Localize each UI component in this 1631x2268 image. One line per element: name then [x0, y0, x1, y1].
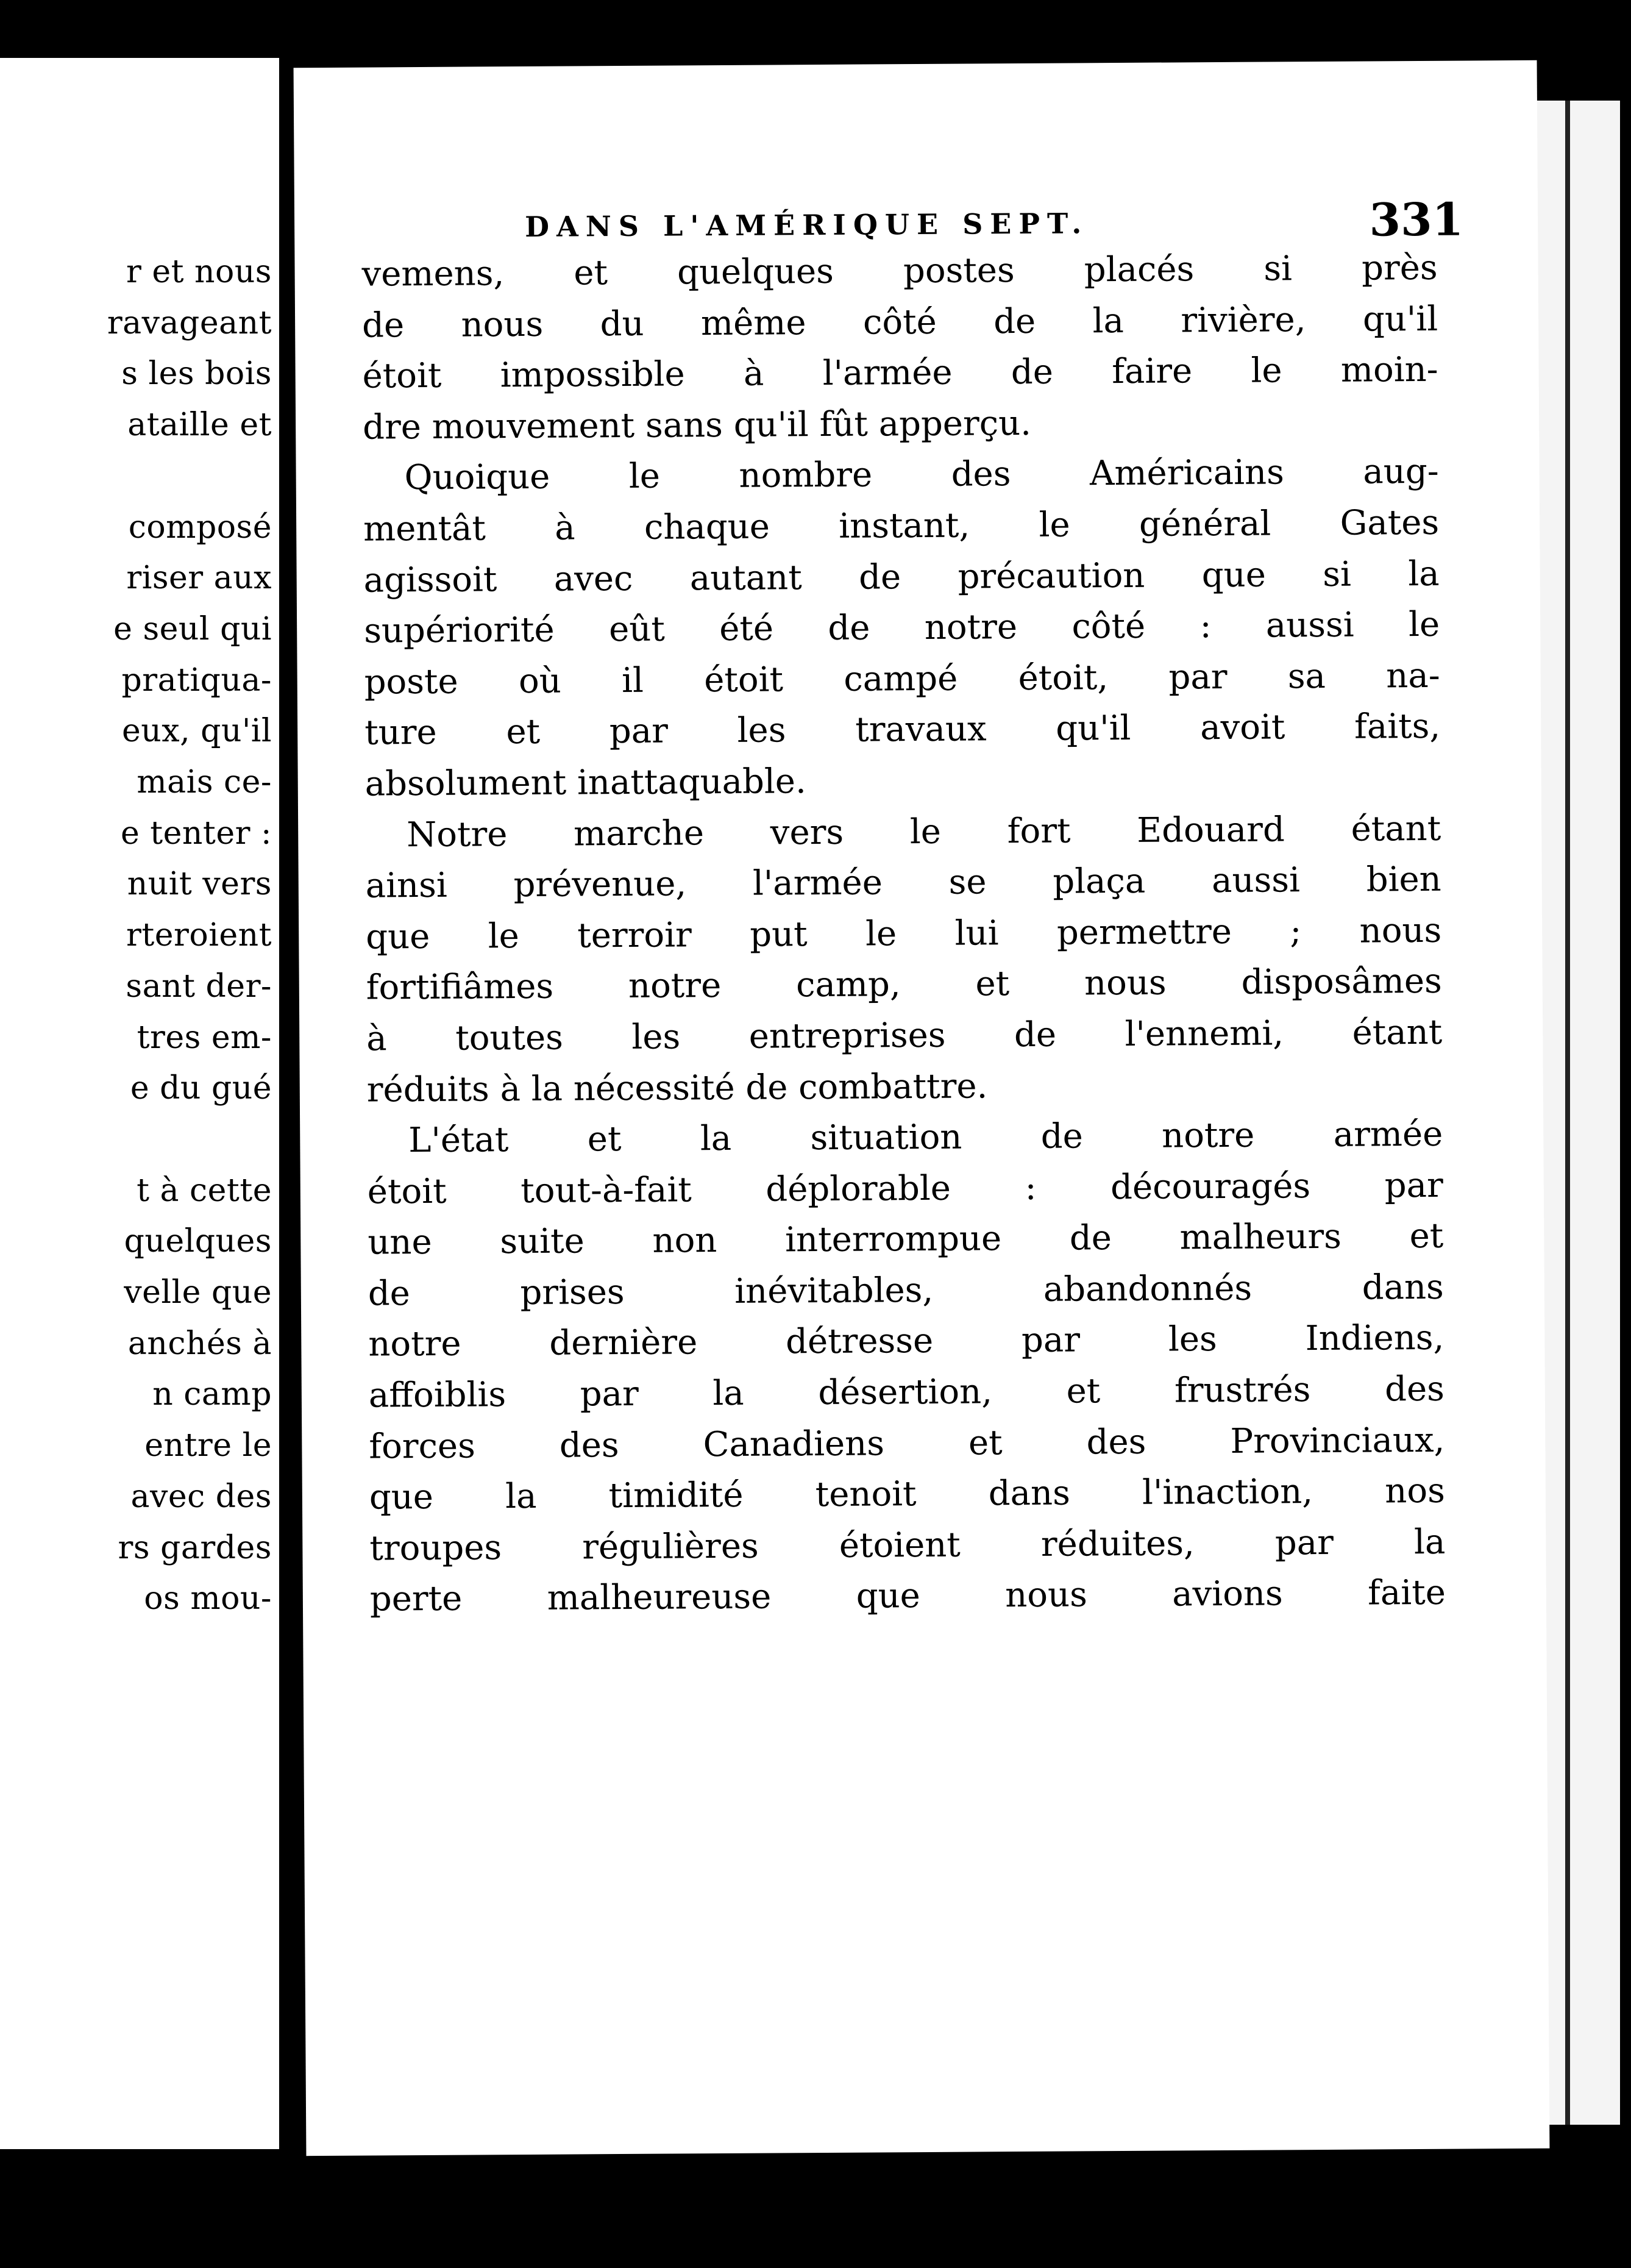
text-line: que le terroir put le lui permettre ; nous — [366, 910, 1442, 957]
text-line: absolument inattaquable. — [364, 761, 806, 804]
text-line: à toutes les entreprises de l'ennemi, étant — [366, 1012, 1443, 1059]
left-line: rs gardes — [118, 1529, 272, 1566]
text-line: dre mouvement sans qu'il fût apperçu. — [362, 403, 1032, 448]
text-line: troupes régulières étoient réduites, par la — [369, 1522, 1446, 1569]
left-line: e seul qui — [113, 610, 272, 647]
left-line: e du gué — [130, 1070, 272, 1107]
left-line: quelques — [124, 1223, 272, 1260]
left-line: r et nous — [126, 254, 272, 290]
text-line: perte malheureuse que nous avions faite — [369, 1573, 1446, 1619]
text-line: ainsi prévenue, l'armée se plaça aussi bien — [365, 859, 1441, 906]
left-page-text — [107, 247, 272, 1625]
text-line: ture et par les travaux qu'il avoit faits, — [364, 707, 1441, 753]
left-line: s les bois — [121, 355, 272, 393]
text-line: notre dernière détresse par les Indiens, — [368, 1318, 1444, 1365]
left-line: pratiqua- — [121, 661, 272, 699]
text-line: de prises inévitables, abandonnés dans — [368, 1267, 1444, 1314]
text-line: réduits à la nécessité de combattre. — [366, 1066, 988, 1110]
left-line: n camp — [152, 1376, 272, 1413]
text-line: L'état et la situation de notre armée — [408, 1114, 1443, 1161]
text-line: Quoique le nombre des Américains aug- — [404, 452, 1439, 498]
left-page — [0, 58, 279, 2149]
text-line: affoiblis par la désertion, et frustrés des — [368, 1369, 1445, 1416]
body-text — [361, 243, 1446, 1625]
left-line: e tenter : — [120, 815, 272, 852]
text-line: agissoit avec autant de précaution que si la — [363, 554, 1440, 601]
left-line: os mou- — [144, 1580, 272, 1617]
left-line: t à cette — [137, 1172, 272, 1209]
left-line: tres em- — [137, 1019, 272, 1056]
running-head — [525, 193, 1476, 248]
left-line: eux, qu'il — [122, 713, 272, 750]
left-line: avec des — [130, 1478, 272, 1515]
text-line: Notre marche vers le fort Edouard étant — [407, 808, 1441, 855]
left-line: sant der- — [126, 968, 272, 1005]
left-line: riser aux — [126, 560, 272, 597]
text-line: fortifiâmes notre camp, et nous disposâmes — [366, 961, 1442, 1008]
text-line: une suite non interrompue de malheurs et — [368, 1216, 1444, 1263]
text-line: vemens, et quelques postes placés si près — [361, 248, 1438, 294]
text-line: étoit tout-à-fait déplorable : découragés par — [367, 1165, 1443, 1212]
left-line: rteroient — [126, 917, 272, 954]
left-line — [107, 1114, 272, 1166]
text-line: poste où il étoit campé étoit, par sa na- — [364, 655, 1440, 702]
left-line: nuit vers — [127, 866, 272, 903]
text-line: mentât à chaque instant, le général Gates — [363, 502, 1440, 549]
left-line: anchés à — [127, 1325, 272, 1362]
left-line: mais ce- — [137, 764, 272, 801]
left-line: entre le — [144, 1427, 272, 1464]
right-page — [294, 60, 1550, 2156]
left-line: ravageant — [107, 304, 272, 341]
running-title: DANS L'AMÉRIQUE SEPT. — [524, 207, 1089, 243]
page-number: 331 — [1369, 193, 1464, 247]
text-line: supériorité eût été de notre côté : aussi le — [364, 604, 1440, 651]
left-line — [107, 451, 272, 502]
text-line: de nous du même côté de la rivière, qu'il — [361, 299, 1438, 346]
text-line: que la timidité tenoit dans l'inaction, nos — [369, 1471, 1446, 1517]
left-line: velle que — [124, 1274, 272, 1311]
left-line: composé — [128, 508, 272, 546]
text-line: forces des Canadiens et des Provinciaux, — [369, 1420, 1445, 1467]
left-line: ataille et — [127, 407, 272, 444]
text-line: étoit impossible à l'armée de faire le moin- — [362, 349, 1438, 396]
